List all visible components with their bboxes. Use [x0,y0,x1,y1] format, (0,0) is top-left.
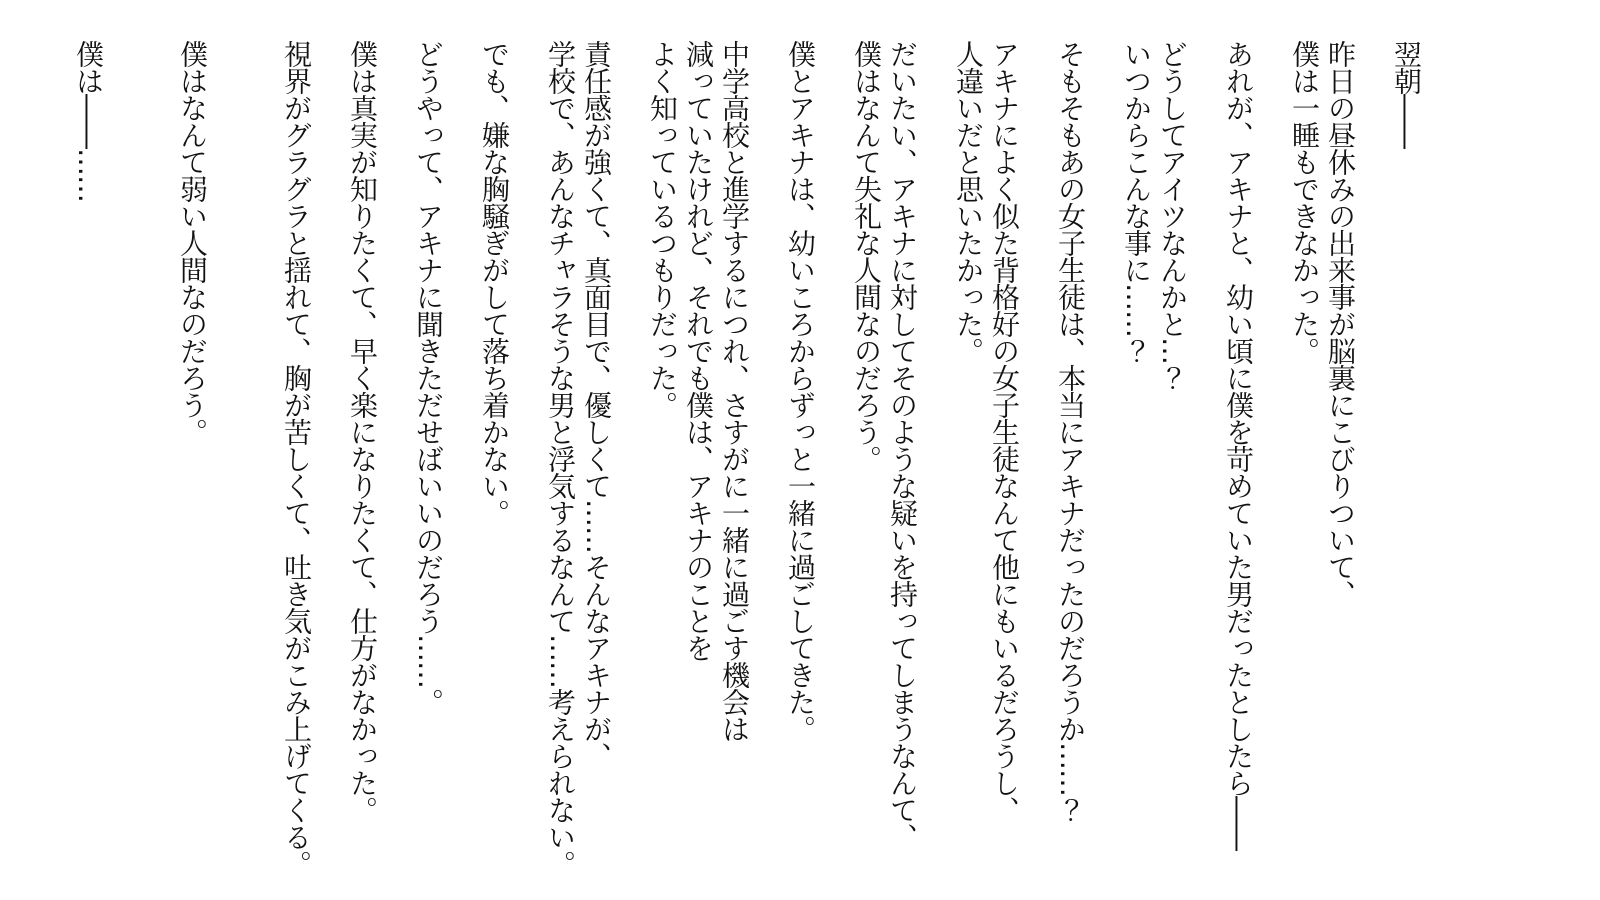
text-line: 責任感が強くて、真面目で、優しくて……そんなアキナが、 [580,40,613,769]
paragraph [1220,40,1256,884]
text-line: よく知っているつもりだった。 [646,40,679,418]
text-line: 僕はなんて失礼な人間なのだろう。 [850,40,883,472]
paragraph [174,40,210,884]
text-line: 僕は一睡もできなかった。 [1288,40,1321,364]
paragraph [1286,40,1358,884]
text-line: アキナによく似た背格好の女子生徒なんて他にもいるだろうし、 [988,40,1021,823]
text-line: そもそもあの女子生徒は、本当にアキナだったのだろうか……？ [1054,40,1087,823]
paragraph [1388,40,1424,884]
paragraph [1118,40,1190,884]
text-line: 僕はなんて弱い人間なのだろう。 [176,40,209,445]
paragraph [410,40,446,884]
text-line: 人違いだと思いたかった。 [952,40,985,364]
text-line: でも、嫌な胸騒ぎがして落ち着かない。 [478,40,511,526]
vertical-text-block [40,40,1424,884]
paragraph [848,40,920,884]
paragraph [344,40,380,884]
paragraph [950,40,1022,884]
text-line: あれが、アキナと、幼い頃に僕を苛めていた男だったとしたら―― [1222,40,1255,850]
text-line: 減っていたけれど、それでも僕は、アキナのことを [682,40,715,661]
text-line: 僕は真実が知りたくて、早く楽になりたくて、仕方がなかった。 [346,40,379,823]
paragraph [542,40,614,884]
text-line: 翌朝―― [1390,40,1423,148]
text-line: どうしてアイツなんかと…？ [1156,40,1189,391]
paragraph [278,40,314,884]
text-line: 中学高校と進学するにつれ、さすがに一緒に過ごす機会は [718,40,751,742]
paragraph [1052,40,1088,884]
text-line: 僕は――…… [72,40,105,202]
paragraph [70,40,106,884]
paragraph [476,40,512,884]
paragraph [644,40,752,884]
text-line: 学校で、あんなチャラそうな男と浮気するなんて……考えられない。 [544,40,577,877]
paragraph [782,40,818,884]
text-line: いつからこんな事に……？ [1120,40,1153,364]
text-line: 僕とアキナは、幼いころからずっと一緒に過ごしてきた。 [784,40,817,742]
text-line: 昨日の昼休みの出来事が脳裏にこびりついて、 [1324,40,1357,607]
text-line: 視界がグラグラと揺れて、胸が苦しくて、吐き気がこみ上げてくる。 [280,40,313,877]
text-line: どうやって、アキナに聞きただせばいいのだろう……。 [412,40,445,715]
text-line: だいたい、アキナに対してそのような疑いを持ってしまうなんて、 [886,40,919,850]
